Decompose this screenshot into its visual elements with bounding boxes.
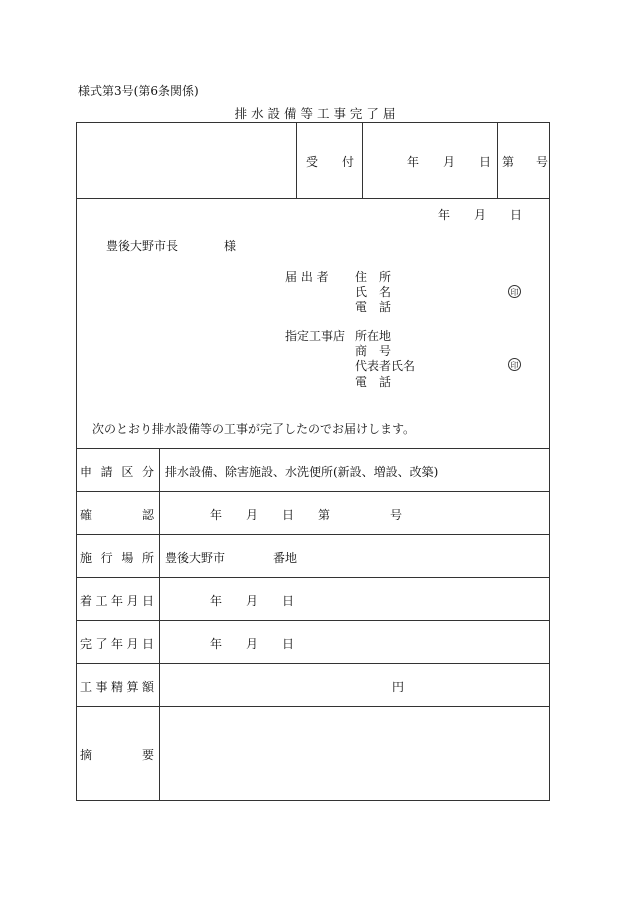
notice-statement: 次のとおり排水設備等の工事が完了したのでお届けします。 bbox=[92, 422, 416, 436]
row-line-6 bbox=[76, 663, 550, 664]
contractor-field-phone: 電 話 bbox=[355, 375, 392, 389]
row-line-4 bbox=[76, 577, 550, 578]
row-label-construction-site: 施行場所 bbox=[80, 551, 154, 565]
row-value-start-date[interactable]: 年 月 日 bbox=[210, 594, 295, 608]
row-value-completion-date[interactable]: 年 月 日 bbox=[210, 637, 295, 651]
honorific: 様 bbox=[224, 239, 237, 253]
applicant-label: 届 出 者 bbox=[285, 270, 329, 284]
receipt-bottom-line bbox=[76, 198, 550, 199]
row-line-5 bbox=[76, 620, 550, 621]
notice-date[interactable]: 年 月 日 bbox=[438, 208, 523, 222]
contractor-seal-icon: 印 bbox=[508, 358, 521, 371]
contractor-label: 指定工事店 bbox=[285, 329, 346, 343]
row-line-7 bbox=[76, 706, 550, 707]
form-frame bbox=[76, 122, 550, 801]
applicant-field-name: 氏 名 bbox=[355, 285, 392, 299]
applicant-field-phone: 電 話 bbox=[355, 300, 392, 314]
row-label-application-category: 申請区分 bbox=[80, 465, 154, 479]
contractor-field-trade-name: 商 号 bbox=[355, 344, 392, 358]
row-value-application-category[interactable]: 排水設備、除害施設、水洗便所(新設、増設、改築) bbox=[165, 465, 439, 479]
receipt-date[interactable]: 年 月 日 bbox=[407, 155, 492, 169]
row-value-construction-site[interactable]: 豊後大野市 番地 bbox=[165, 551, 298, 565]
contractor-field-location: 所在地 bbox=[355, 329, 392, 343]
applicant-field-address: 住 所 bbox=[355, 270, 392, 284]
receipt-label: 受 付 bbox=[306, 155, 355, 169]
row-label-completion-date: 完了年月日 bbox=[80, 637, 154, 651]
receipt-divider-2 bbox=[362, 122, 363, 199]
row-label-settlement-amount: 工事精算額 bbox=[80, 680, 154, 694]
row-label-remarks: 摘要 bbox=[80, 748, 154, 762]
row-line-2 bbox=[76, 491, 550, 492]
applicant-seal-icon: 印 bbox=[508, 285, 521, 298]
row-value-settlement-amount[interactable]: 円 bbox=[392, 680, 405, 694]
row-value-confirmation[interactable]: 年 月 日 第 号 bbox=[210, 508, 403, 522]
form-number-label: 様式第3号(第6条関係) bbox=[78, 84, 199, 98]
form-title: 排 水 設 備 等 工 事 完 了 届 bbox=[234, 106, 396, 121]
row-label-confirmation: 確認 bbox=[80, 508, 154, 522]
row-line-3 bbox=[76, 534, 550, 535]
row-label-start-date: 着工年月日 bbox=[80, 594, 154, 608]
receipt-divider-3 bbox=[497, 122, 498, 199]
label-column-divider bbox=[159, 448, 160, 801]
receipt-number-prefix: 第 bbox=[502, 155, 515, 169]
contractor-field-representative: 代表者氏名 bbox=[355, 359, 416, 373]
receipt-divider-1 bbox=[296, 122, 297, 199]
row-line-1 bbox=[76, 448, 550, 449]
receipt-number-suffix: 号 bbox=[536, 155, 549, 169]
addressee: 豊後大野市長 bbox=[106, 239, 179, 253]
